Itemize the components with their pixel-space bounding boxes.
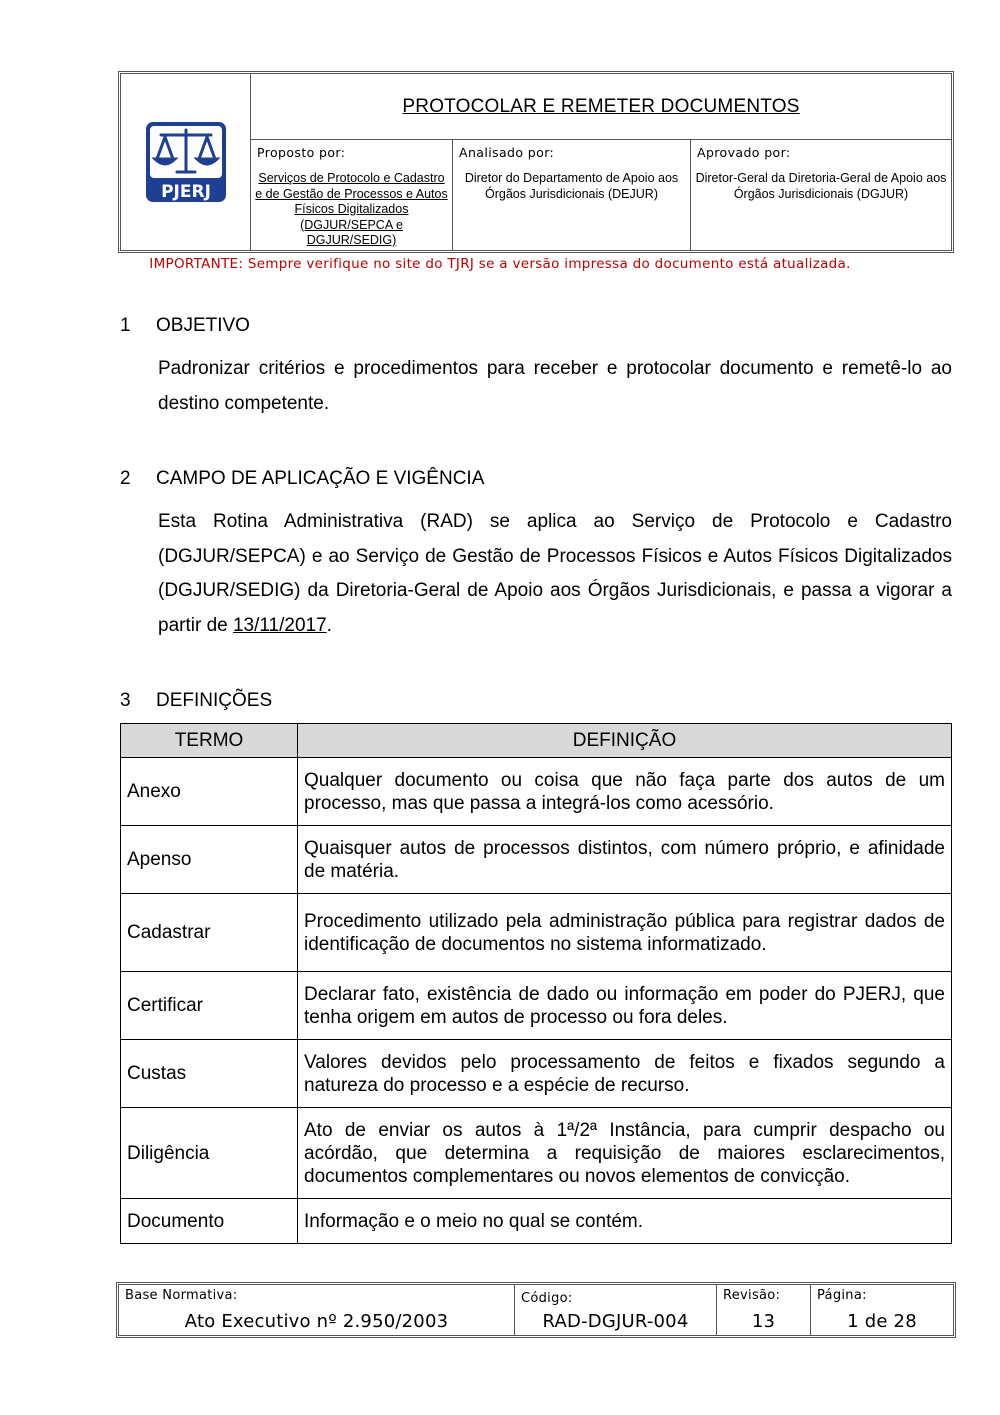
table-row [121, 1040, 952, 1108]
base-normativa-label: Base Normativa: [125, 1288, 238, 1303]
term-cell: Cadastrar [121, 894, 298, 972]
effective-date: 13/11/2017 [232, 614, 327, 636]
section-2-heading [120, 468, 484, 490]
section-3-heading [120, 690, 272, 712]
term-cell: Anexo [121, 758, 298, 826]
definition-cell: Qualquer documento ou coisa que não faça parte dos autos de um processo, mas que passa a integrá-los como acessório. [298, 758, 952, 826]
svg-text:PJERJ: PJERJ [161, 182, 211, 202]
revision-cell [717, 1285, 811, 1335]
section-1-number: 1 [120, 315, 131, 336]
section-1-title: OBJETIVO [156, 315, 250, 336]
base-normativa-cell [119, 1285, 515, 1335]
approved-by-label: Aprovado por: [697, 145, 791, 160]
page-label: Página: [817, 1288, 867, 1303]
column-header-term: TERMO [121, 724, 298, 758]
definitions-table [120, 723, 952, 1244]
analyzed-by-cell [453, 140, 691, 250]
section-2-number: 2 [120, 468, 131, 489]
section-3-title: DEFINIÇÕES [156, 690, 273, 711]
proposed-by-label: Proposto por: [257, 145, 346, 160]
definition-cell: Ato de enviar os autos à 1ª/2ª Instância, para cumprir despacho ou acórdão, que determina a requisição de maiores esclarecimentos, documentos complementares ou novos elementos de convicção. [298, 1108, 952, 1199]
document-header [118, 71, 954, 253]
logo-cell [121, 74, 251, 250]
approved-by-value: Diretor-Geral da Diretoria-Geral de Apoio aos Órgãos Jurisdicionais (DGJUR) [695, 171, 947, 201]
analyzed-by-value: Diretor do Departamento de Apoio aos Órgãos Jurisdicionais (DEJUR) [464, 171, 679, 201]
section-1-heading [120, 315, 250, 337]
term-cell: Certificar [121, 972, 298, 1040]
section-3-number: 3 [120, 690, 131, 711]
document-title: PROTOCOLAR E REMETER DOCUMENTOS [251, 74, 951, 140]
table-row [121, 972, 952, 1040]
important-notice: IMPORTANTE: Sempre verifique no site do TJRJ se a versão impressa do documento está atualizada. [149, 256, 851, 272]
definitions-header-row [121, 724, 952, 758]
definition-cell: Informação e o meio no qual se contém. [298, 1199, 952, 1244]
page-number: 1 de 28 [847, 1311, 917, 1332]
section-2-text [158, 505, 952, 643]
definition-cell: Valores devidos pelo processamento de feitos e fixados segundo a natureza do processo e a espécie de recurso. [298, 1040, 952, 1108]
term-cell: Diligência [121, 1108, 298, 1199]
revision-value: 13 [751, 1311, 776, 1332]
table-row [121, 894, 952, 972]
revision-label: Revisão: [723, 1288, 781, 1303]
analyzed-by-label: Analisado por: [459, 145, 555, 160]
definition-cell: Procedimento utilizado pela administração pública para registrar dados de identificação de documentos no sistema informatizado. [298, 894, 952, 972]
column-header-definition: DEFINIÇÃO [298, 724, 952, 758]
section-2-text-after: . [326, 614, 332, 636]
pjerj-logo [145, 121, 227, 203]
document-footer [116, 1282, 956, 1338]
definition-cell: Quaisquer autos de processos distintos, com número próprio, e afinidade de matéria. [298, 826, 952, 894]
approved-by-cell [691, 140, 951, 250]
table-row [121, 1108, 952, 1199]
term-cell: Documento [121, 1199, 298, 1244]
proposed-by-cell [251, 140, 453, 250]
code-value: RAD-DGJUR-004 [542, 1311, 689, 1332]
section-2-title: CAMPO DE APLICAÇÃO E VIGÊNCIA [156, 468, 485, 489]
table-row [121, 758, 952, 826]
code-cell [515, 1285, 717, 1335]
table-row [121, 1199, 952, 1244]
code-label: Código: [521, 1291, 573, 1306]
term-cell: Custas [121, 1040, 298, 1108]
term-cell: Apenso [121, 826, 298, 894]
table-row [121, 826, 952, 894]
page-cell [811, 1285, 953, 1335]
section-2-text-before: Esta Rotina Administrativa (RAD) se aplica ao Serviço de Protocolo e Cadastro (DGJUR/SEPCA) e ao Serviço de Gestão de Processos Físicos e Autos Físicos Digitalizados (DGJUR/SEDIG) da Diretoria-Geral de Apoio aos Órgãos Jurisdicionais, e passa a vigorar a partir de [158, 511, 952, 636]
section-1-text: Padronizar critérios e procedimentos para receber e protocolar documento e remetê-lo ao destino competente. [158, 358, 952, 414]
base-normativa-value: Ato Executivo nº 2.950/2003 [184, 1311, 449, 1332]
definition-cell: Declarar fato, existência de dado ou informação em poder do PJERJ, que tenha origem em autos de processo ou fora deles. [298, 972, 952, 1040]
proposed-by-value: Serviços de Protocolo e Cadastro e de Gestão de Processos e Autos Físicos Digitalizados (DGJUR/SEPCA e DGJUR/SEDIG) [255, 171, 448, 247]
